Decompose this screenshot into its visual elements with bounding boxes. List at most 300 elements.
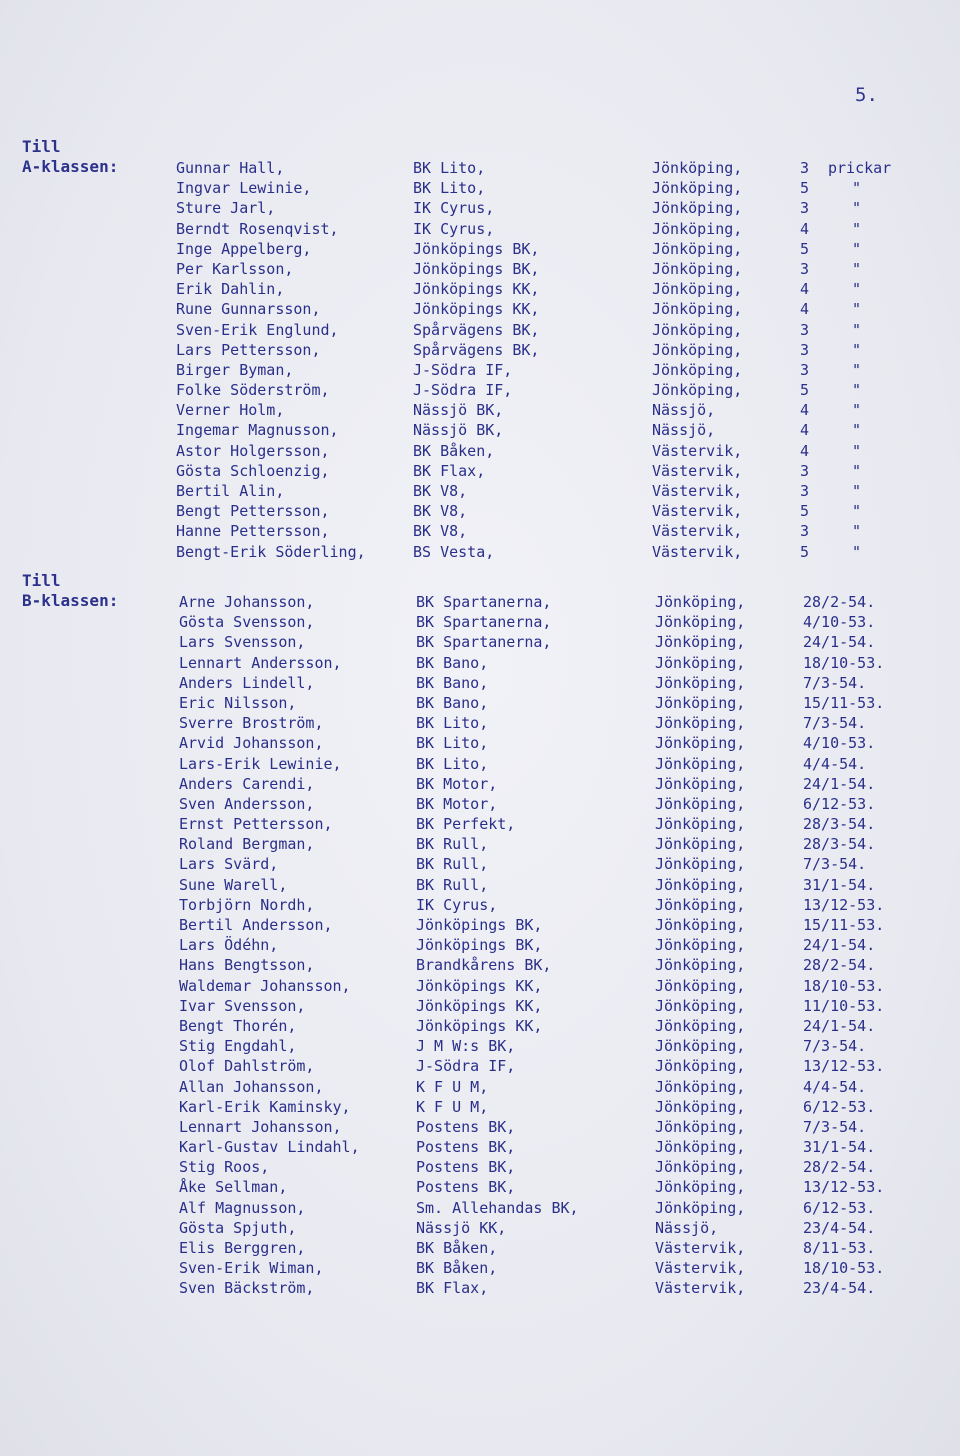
list-item <box>0 915 960 935</box>
player-name: Karl-Erik Kaminsky, <box>179 1097 351 1116</box>
club-name: Nässjö BK, <box>413 421 504 440</box>
list-item <box>0 713 960 733</box>
points-unit: " <box>852 522 862 541</box>
player-name: Rune Gunnarsson, <box>176 300 321 319</box>
club-name: Jönköpings BK, <box>413 259 540 278</box>
promotion-date: 8/11-53. <box>803 1239 876 1257</box>
city-name: Nässjö, <box>655 1218 719 1237</box>
club-name: Spårvägens BK, <box>413 320 540 339</box>
club-name: J-Södra IF, <box>413 360 513 379</box>
points-value: 5 <box>800 179 810 198</box>
a-klassen-list <box>0 158 960 562</box>
list-item <box>0 340 960 360</box>
promotion-date: 7/3-54. <box>803 714 867 733</box>
player-name: Lars-Erik Lewinie, <box>179 754 342 773</box>
club-name: J-Södra IF, <box>416 1057 516 1076</box>
player-name: Sven Bäckström, <box>179 1279 315 1298</box>
club-name: Jönköpings KK, <box>413 280 540 299</box>
club-name: BK Lito, <box>416 754 489 773</box>
list-item <box>0 178 960 198</box>
city-name: Jönköping, <box>655 1178 746 1197</box>
city-name: Jönköping, <box>655 794 746 813</box>
list-item <box>0 935 960 955</box>
points-value: 5 <box>800 542 810 561</box>
club-name: BK Lito, <box>416 714 489 733</box>
city-name: Jönköping, <box>655 835 746 854</box>
club-name: BK V8, <box>413 502 468 521</box>
club-name: J M W:s BK, <box>416 1037 516 1056</box>
club-name: BK Flax, <box>413 461 486 480</box>
promotion-date: 4/10-53. <box>803 734 876 753</box>
promotion-date: 7/3-54. <box>803 1037 867 1056</box>
city-name: Nässjö, <box>652 421 716 440</box>
promotion-date: 6/12-53. <box>803 1198 876 1217</box>
list-item <box>0 158 960 178</box>
city-name: Jönköping, <box>652 179 743 198</box>
promotion-date: 18/10-53. <box>803 976 885 995</box>
player-name: Bengt Thorén, <box>179 1016 297 1035</box>
list-item <box>0 299 960 319</box>
player-name: Stig Engdahl, <box>179 1037 297 1056</box>
club-name: Jönköpings KK, <box>416 976 543 995</box>
list-item <box>0 320 960 340</box>
player-name: Sven-Erik Englund, <box>176 320 339 339</box>
list-item <box>0 814 960 834</box>
list-item <box>0 1177 960 1197</box>
club-name: Postens BK, <box>416 1158 516 1177</box>
section-label-line1: Till <box>22 137 61 156</box>
player-name: Gösta Schloenzig, <box>176 461 330 480</box>
city-name: Jönköping, <box>655 714 746 733</box>
player-name: Sven Andersson, <box>179 794 315 813</box>
city-name: Jönköping, <box>655 734 746 753</box>
club-name: J-Södra IF, <box>413 381 513 400</box>
section-label-line2: A-klassen: <box>22 157 119 176</box>
city-name: Västervik, <box>652 502 743 521</box>
list-item <box>0 1238 960 1258</box>
list-item <box>0 632 960 652</box>
points-unit: " <box>852 381 862 400</box>
points-value: 3 <box>800 259 810 278</box>
points-unit: " <box>852 421 862 440</box>
city-name: Jönköping, <box>655 815 746 834</box>
player-name: Bertil Alin, <box>176 482 285 500</box>
list-item <box>0 612 960 632</box>
promotion-date: 6/12-53. <box>803 794 876 813</box>
list-item <box>0 1016 960 1036</box>
city-name: Nässjö, <box>652 401 716 420</box>
points-value: 4 <box>800 421 810 440</box>
player-name: Ernst Pettersson, <box>179 815 333 834</box>
city-name: Jönköping, <box>655 875 746 894</box>
points-unit: " <box>852 219 862 238</box>
player-name: Arne Johansson, <box>179 593 315 611</box>
list-item <box>0 441 960 461</box>
list-item <box>0 955 960 975</box>
points-value: 5 <box>800 239 810 258</box>
club-name: BK Lito, <box>416 734 489 753</box>
player-name: Lars Svensson, <box>179 633 306 652</box>
city-name: Västervik, <box>655 1279 746 1298</box>
player-name: Gösta Svensson, <box>179 613 315 632</box>
club-name: BK Perfekt, <box>416 815 516 834</box>
promotion-date: 7/3-54. <box>803 1117 867 1136</box>
club-name: BK V8, <box>413 482 468 500</box>
city-name: Jönköping, <box>655 673 746 692</box>
player-name: Anders Carendi, <box>179 774 315 793</box>
promotion-date: 15/11-53. <box>803 693 885 712</box>
points-unit: " <box>852 320 862 339</box>
player-name: Ingvar Lewinie, <box>176 179 312 198</box>
player-name: Arvid Johansson, <box>179 734 324 753</box>
city-name: Västervik, <box>655 1259 746 1278</box>
player-name: Gunnar Hall, <box>176 159 285 177</box>
player-name: Verner Holm, <box>176 401 285 420</box>
points-unit: " <box>852 340 862 359</box>
list-item <box>0 1056 960 1076</box>
list-item <box>0 1036 960 1056</box>
list-item <box>0 481 960 501</box>
list-item <box>0 733 960 753</box>
club-name: BK Flax, <box>416 1279 489 1298</box>
city-name: Jönköping, <box>655 1037 746 1056</box>
list-item <box>0 420 960 440</box>
club-name: BK Lito, <box>413 159 486 177</box>
list-item <box>0 996 960 1016</box>
player-name: Birger Byman, <box>176 360 294 379</box>
club-name: BK Spartanerna, <box>416 633 552 652</box>
city-name: Jönköping, <box>655 916 746 934</box>
club-name: Postens BK, <box>416 1178 516 1197</box>
club-name: BK Spartanerna, <box>416 593 552 611</box>
promotion-date: 28/2-54. <box>803 956 876 975</box>
promotion-date: 24/1-54. <box>803 774 876 793</box>
points-unit: " <box>852 542 862 561</box>
city-name: Jönköping, <box>652 381 743 400</box>
promotion-date: 7/3-54. <box>803 855 867 874</box>
promotion-date: 6/12-53. <box>803 1097 876 1116</box>
city-name: Jönköping, <box>652 340 743 359</box>
promotion-date: 24/1-54. <box>803 936 876 955</box>
club-name: IK Cyrus, <box>416 895 498 914</box>
promotion-date: 13/12-53. <box>803 1057 885 1076</box>
city-name: Jönköping, <box>655 653 746 672</box>
points-value: 5 <box>800 381 810 400</box>
page-number: 5. <box>855 84 878 106</box>
promotion-date: 4/4-54. <box>803 754 867 773</box>
club-name: K F U M, <box>416 1077 489 1096</box>
list-item <box>0 380 960 400</box>
city-name: Jönköping, <box>652 259 743 278</box>
player-name: Olof Dahlström, <box>179 1057 315 1076</box>
list-item <box>0 875 960 895</box>
points-unit: " <box>852 280 862 299</box>
club-name: BK Rull, <box>416 875 489 894</box>
player-name: Erik Dahlin, <box>176 280 285 299</box>
points-value: 4 <box>800 280 810 299</box>
player-name: Sven-Erik Wiman, <box>179 1259 324 1278</box>
club-name: BK Motor, <box>416 794 498 813</box>
list-item <box>0 1198 960 1218</box>
city-name: Jönköping, <box>652 159 743 177</box>
player-name: Ivar Svensson, <box>179 996 306 1015</box>
section-label-line2: B-klassen: <box>22 591 119 610</box>
player-name: Lars Svärd, <box>179 855 279 874</box>
promotion-date: 13/12-53. <box>803 895 885 914</box>
player-name: Astor Holgersson, <box>176 441 330 460</box>
city-name: Jönköping, <box>655 895 746 914</box>
player-name: Waldemar Johansson, <box>179 976 351 995</box>
club-name: BK Rull, <box>416 835 489 854</box>
city-name: Västervik, <box>652 522 743 541</box>
city-name: Jönköping, <box>655 956 746 975</box>
points-unit: " <box>852 441 862 460</box>
city-name: Jönköping, <box>652 280 743 299</box>
player-name: Sune Warell, <box>179 875 288 894</box>
club-name: BS Vesta, <box>413 542 495 561</box>
city-name: Jönköping, <box>655 1117 746 1136</box>
list-item <box>0 1218 960 1238</box>
club-name: Jönköpings KK, <box>416 1016 543 1035</box>
list-item <box>0 501 960 521</box>
points-value: 4 <box>800 300 810 319</box>
player-name: Allan Johansson, <box>179 1077 324 1096</box>
points-value: 3 <box>800 340 810 359</box>
club-name: BK Båken, <box>416 1239 498 1257</box>
list-item <box>0 521 960 541</box>
points-unit: " <box>852 239 862 258</box>
city-name: Västervik, <box>652 482 743 500</box>
promotion-date: 28/2-54. <box>803 593 876 611</box>
city-name: Jönköping, <box>655 693 746 712</box>
player-name: Lennart Johansson, <box>179 1117 342 1136</box>
player-name: Folke Söderström, <box>176 381 330 400</box>
city-name: Jönköping, <box>655 1158 746 1177</box>
list-item <box>0 774 960 794</box>
b-klassen-list <box>0 592 960 1299</box>
list-item <box>0 360 960 380</box>
club-name: Jönköpings BK, <box>416 936 543 955</box>
club-name: Sm. Allehandas BK, <box>416 1198 579 1217</box>
points-value: 3 <box>800 320 810 339</box>
points-value: 3 <box>800 522 810 541</box>
list-item <box>0 854 960 874</box>
list-item <box>0 198 960 218</box>
city-name: Jönköping, <box>652 300 743 319</box>
list-item <box>0 1137 960 1157</box>
player-name: Lennart Andersson, <box>179 653 342 672</box>
club-name: K F U M, <box>416 1097 489 1116</box>
points-value: 4 <box>800 441 810 460</box>
city-name: Jönköping, <box>655 996 746 1015</box>
points-value: 3 <box>800 360 810 379</box>
player-name: Sverre Broström, <box>179 714 324 733</box>
city-name: Jönköping, <box>655 1057 746 1076</box>
points-unit: " <box>852 179 862 198</box>
city-name: Jönköping, <box>652 219 743 238</box>
city-name: Jönköping, <box>655 613 746 632</box>
promotion-date: 31/1-54. <box>803 875 876 894</box>
promotion-date: 15/11-53. <box>803 916 885 934</box>
list-item <box>0 279 960 299</box>
club-name: Postens BK, <box>416 1138 516 1157</box>
club-name: Jönköpings BK, <box>416 916 543 934</box>
player-name: Berndt Rosenqvist, <box>176 219 339 238</box>
club-name: Spårvägens BK, <box>413 340 540 359</box>
list-item <box>0 400 960 420</box>
club-name: IK Cyrus, <box>413 219 495 238</box>
player-name: Hans Bengtsson, <box>179 956 315 975</box>
player-name: Inge Appelberg, <box>176 239 312 258</box>
list-item <box>0 1117 960 1137</box>
player-name: Ingemar Magnusson, <box>176 421 339 440</box>
player-name: Sture Jarl, <box>176 199 276 218</box>
promotion-date: 31/1-54. <box>803 1138 876 1157</box>
promotion-date: 23/4-54. <box>803 1279 876 1298</box>
city-name: Jönköping, <box>652 239 743 258</box>
player-name: Torbjörn Nordh, <box>179 895 315 914</box>
points-unit: " <box>852 461 862 480</box>
club-name: BK Båken, <box>413 441 495 460</box>
city-name: Jönköping, <box>655 1097 746 1116</box>
points-value: 5 <box>800 502 810 521</box>
city-name: Jönköping, <box>652 199 743 218</box>
city-name: Jönköping, <box>655 976 746 995</box>
list-item <box>0 1157 960 1177</box>
list-item <box>0 542 960 562</box>
list-item <box>0 592 960 612</box>
club-name: BK Bano, <box>416 673 489 692</box>
player-name: Bengt Pettersson, <box>176 502 330 521</box>
points-unit: " <box>852 300 862 319</box>
list-item <box>0 1077 960 1097</box>
player-name: Bertil Andersson, <box>179 916 333 934</box>
city-name: Jönköping, <box>655 774 746 793</box>
city-name: Jönköping, <box>655 1077 746 1096</box>
city-name: Jönköping, <box>655 936 746 955</box>
promotion-date: 28/2-54. <box>803 1158 876 1177</box>
club-name: Nässjö BK, <box>413 401 504 420</box>
list-item <box>0 1278 960 1298</box>
club-name: BK Motor, <box>416 774 498 793</box>
player-name: Alf Magnusson, <box>179 1198 306 1217</box>
city-name: Jönköping, <box>655 1138 746 1157</box>
club-name: Jönköpings BK, <box>413 239 540 258</box>
player-name: Per Karlsson, <box>176 259 294 278</box>
list-item <box>0 834 960 854</box>
club-name: Jönköpings KK, <box>416 996 543 1015</box>
points-unit: " <box>852 360 862 379</box>
list-item <box>0 754 960 774</box>
points-value: 4 <box>800 401 810 420</box>
promotion-date: 24/1-54. <box>803 1016 876 1035</box>
city-name: Västervik, <box>652 441 743 460</box>
player-name: Hanne Pettersson, <box>176 522 330 541</box>
player-name: Stig Roos, <box>179 1158 270 1177</box>
city-name: Jönköping, <box>655 1198 746 1217</box>
points-value: 4 <box>800 219 810 238</box>
player-name: Roland Bergman, <box>179 835 315 854</box>
promotion-date: 23/4-54. <box>803 1218 876 1237</box>
promotion-date: 28/3-54. <box>803 835 876 854</box>
list-item <box>0 461 960 481</box>
city-name: Västervik, <box>655 1239 746 1257</box>
list-item <box>0 1258 960 1278</box>
promotion-date: 18/10-53. <box>803 1259 885 1278</box>
city-name: Västervik, <box>652 542 743 561</box>
points-unit: " <box>852 482 862 500</box>
list-item <box>0 895 960 915</box>
club-name: BK Lito, <box>413 179 486 198</box>
player-name: Eric Nilsson, <box>179 693 297 712</box>
promotion-date: 7/3-54. <box>803 673 867 692</box>
club-name: BK Båken, <box>416 1259 498 1278</box>
club-name: BK V8, <box>413 522 468 541</box>
city-name: Jönköping, <box>655 754 746 773</box>
promotion-date: 4/10-53. <box>803 613 876 632</box>
points-unit: " <box>852 502 862 521</box>
points-value: 3 <box>800 482 810 500</box>
promotion-date: 11/10-53. <box>803 996 885 1015</box>
points-value: 3 <box>800 461 810 480</box>
club-name: IK Cyrus, <box>413 199 495 218</box>
player-name: Lars Ödéhn, <box>179 936 279 955</box>
list-item <box>0 1097 960 1117</box>
promotion-date: 28/3-54. <box>803 815 876 834</box>
club-name: BK Bano, <box>416 653 489 672</box>
player-name: Elis Berggren, <box>179 1239 306 1257</box>
points-unit: " <box>852 259 862 278</box>
points-value: 3 <box>800 159 810 177</box>
promotion-date: 13/12-53. <box>803 1178 885 1197</box>
city-name: Jönköping, <box>655 1016 746 1035</box>
club-name: Jönköpings KK, <box>413 300 540 319</box>
club-name: Postens BK, <box>416 1117 516 1136</box>
promotion-date: 4/4-54. <box>803 1077 867 1096</box>
city-name: Jönköping, <box>655 855 746 874</box>
points-unit: " <box>852 199 862 218</box>
list-item <box>0 673 960 693</box>
list-item <box>0 976 960 996</box>
club-name: BK Rull, <box>416 855 489 874</box>
city-name: Jönköping, <box>652 320 743 339</box>
list-item <box>0 653 960 673</box>
promotion-date: 18/10-53. <box>803 653 885 672</box>
player-name: Bengt-Erik Söderling, <box>176 542 366 561</box>
list-item <box>0 259 960 279</box>
points-unit: prickar <box>828 159 892 177</box>
player-name: Åke Sellman, <box>179 1178 288 1197</box>
city-name: Jönköping, <box>655 593 746 611</box>
list-item <box>0 239 960 259</box>
section-label-line1: Till <box>22 571 61 590</box>
city-name: Västervik, <box>652 461 743 480</box>
city-name: Jönköping, <box>655 633 746 652</box>
player-name: Gösta Spjuth, <box>179 1218 297 1237</box>
club-name: BK Bano, <box>416 693 489 712</box>
points-unit: " <box>852 401 862 420</box>
points-value: 3 <box>800 199 810 218</box>
player-name: Karl-Gustav Lindahl, <box>179 1138 360 1157</box>
club-name: BK Spartanerna, <box>416 613 552 632</box>
club-name: Nässjö KK, <box>416 1218 507 1237</box>
club-name: Brandkårens BK, <box>416 956 552 975</box>
player-name: Lars Pettersson, <box>176 340 321 359</box>
list-item <box>0 219 960 239</box>
player-name: Anders Lindell, <box>179 673 315 692</box>
city-name: Jönköping, <box>652 360 743 379</box>
list-item <box>0 693 960 713</box>
